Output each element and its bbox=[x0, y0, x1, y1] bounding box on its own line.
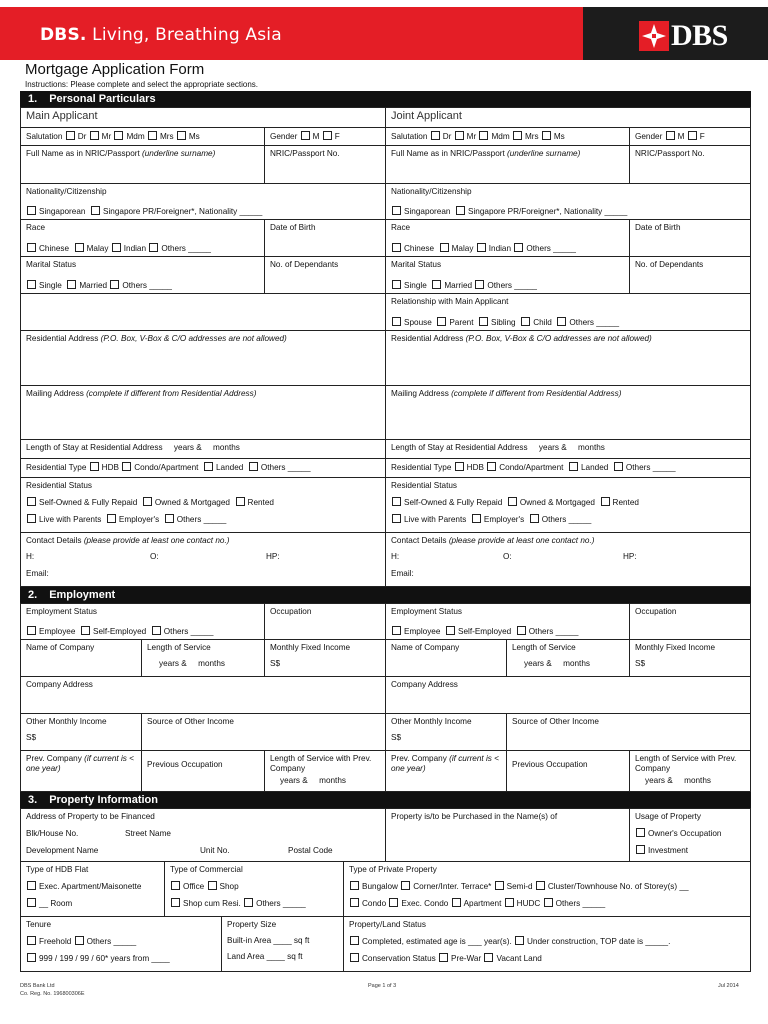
main-contact[interactable]: Contact Details (please provide at least one contact no.) H: O: HP: Email: bbox=[20, 532, 386, 587]
main-nationality-cell: Nationality/Citizenship Singaporean Singapore PR/Foreigner*, Nationality _____ bbox=[20, 183, 386, 220]
joint-dependants-field[interactable]: No. of Dependants bbox=[629, 256, 751, 294]
main-other-income-field[interactable]: Other Monthly Income S$ bbox=[20, 713, 142, 751]
joint-dob-field[interactable]: Date of Birth bbox=[629, 219, 751, 257]
checkbox[interactable] bbox=[75, 936, 84, 945]
checkbox[interactable] bbox=[636, 828, 645, 837]
checkbox[interactable] bbox=[614, 462, 623, 471]
main-nric-field[interactable]: NRIC/Passport No. bbox=[264, 145, 386, 184]
checkbox[interactable] bbox=[27, 206, 36, 215]
main-company-address-field[interactable]: Company Address bbox=[20, 676, 386, 714]
checkbox[interactable] bbox=[91, 206, 100, 215]
checkbox[interactable] bbox=[27, 514, 36, 523]
checkbox[interactable] bbox=[666, 131, 675, 140]
checkbox[interactable] bbox=[544, 898, 553, 907]
usage-cell: Usage of Property Owner's Occupation Investment bbox=[629, 808, 751, 862]
checkbox[interactable] bbox=[431, 131, 440, 140]
dbs-star-icon bbox=[639, 21, 669, 51]
checkbox[interactable] bbox=[542, 131, 551, 140]
main-company-field[interactable]: Name of Company bbox=[20, 639, 142, 677]
checkbox[interactable] bbox=[90, 462, 99, 471]
section-header-property: 3. Property Information bbox=[20, 792, 751, 808]
checkbox[interactable] bbox=[484, 953, 493, 962]
checkbox[interactable] bbox=[143, 497, 152, 506]
checkbox[interactable] bbox=[392, 317, 401, 326]
checkbox[interactable] bbox=[475, 280, 484, 289]
main-marital-cell: Marital Status Single Married Others _____ bbox=[20, 256, 265, 294]
checkbox[interactable] bbox=[27, 243, 36, 252]
main-empty-relationship bbox=[20, 293, 386, 331]
checkbox[interactable] bbox=[392, 243, 401, 252]
joint-other-income-field[interactable]: Other Monthly Income S$ bbox=[385, 713, 507, 751]
checkbox[interactable] bbox=[392, 514, 401, 523]
checkbox[interactable] bbox=[439, 953, 448, 962]
checkbox[interactable] bbox=[350, 953, 359, 962]
checkbox[interactable] bbox=[350, 936, 359, 945]
checkbox[interactable] bbox=[455, 462, 464, 471]
checkbox[interactable] bbox=[392, 206, 401, 215]
main-gender-cell: Gender M F bbox=[264, 127, 386, 146]
checkbox[interactable] bbox=[171, 881, 180, 890]
checkbox[interactable] bbox=[569, 462, 578, 471]
checkbox[interactable] bbox=[515, 936, 524, 945]
checkbox[interactable] bbox=[81, 626, 90, 635]
main-applicant-header: Main Applicant bbox=[20, 107, 386, 128]
checkbox[interactable] bbox=[392, 626, 401, 635]
checkbox[interactable] bbox=[456, 206, 465, 215]
checkbox[interactable] bbox=[110, 280, 119, 289]
checkbox[interactable] bbox=[392, 280, 401, 289]
checkbox[interactable] bbox=[112, 243, 121, 252]
checkbox[interactable] bbox=[90, 131, 99, 140]
main-fullname-field[interactable]: Full Name as in NRIC/Passport (underline surname) bbox=[20, 145, 265, 184]
joint-company-address-field[interactable]: Company Address bbox=[385, 676, 751, 714]
main-prev-length-field[interactable]: Length of Service with Prev. Company years & months bbox=[264, 750, 386, 792]
checkbox[interactable] bbox=[446, 626, 455, 635]
dbs-logo: DBS bbox=[671, 19, 728, 52]
main-dependants-field[interactable]: No. of Dependants bbox=[264, 256, 386, 294]
section-header-employment: 2. Employment bbox=[20, 587, 751, 603]
checkbox[interactable] bbox=[27, 898, 36, 907]
joint-source-income-field[interactable]: Source of Other Income bbox=[506, 713, 751, 751]
checkbox[interactable] bbox=[688, 131, 697, 140]
purchased-names-field[interactable]: Property is/to be Purchased in the Name(s) of bbox=[385, 808, 630, 862]
joint-emp-status: Employment Status Employee Self-Employed Others _____ bbox=[385, 603, 630, 640]
form-title: Mortgage Application Form bbox=[25, 61, 205, 78]
property-address-field[interactable]: Address of Property to be Financed Blk/House No. Street Name Development Name Unit No. Postal Code bbox=[20, 808, 386, 862]
checkbox[interactable] bbox=[244, 898, 253, 907]
main-salutation-cell: Salutation Dr Mr Mdm Mrs Ms bbox=[20, 127, 265, 146]
checkbox[interactable] bbox=[513, 131, 522, 140]
checkbox[interactable] bbox=[472, 514, 481, 523]
checkbox[interactable] bbox=[517, 626, 526, 635]
checkbox[interactable] bbox=[27, 936, 36, 945]
tagline-brand: DBS. bbox=[40, 25, 87, 45]
checkbox[interactable] bbox=[27, 497, 36, 506]
checkbox[interactable] bbox=[601, 497, 610, 506]
checkbox[interactable] bbox=[114, 131, 123, 140]
checkbox[interactable] bbox=[557, 317, 566, 326]
joint-salutation-cell: Salutation Dr Mr Mdm Mrs Ms bbox=[385, 127, 630, 146]
checkbox[interactable] bbox=[477, 243, 486, 252]
checkbox[interactable] bbox=[208, 881, 217, 890]
checkbox[interactable] bbox=[249, 462, 258, 471]
checkbox[interactable] bbox=[149, 243, 158, 252]
main-occupation-field[interactable]: Occupation bbox=[264, 603, 386, 640]
checkbox[interactable] bbox=[514, 243, 523, 252]
checkbox[interactable] bbox=[27, 626, 36, 635]
joint-length-stay[interactable]: Length of Stay at Residential Address years & months bbox=[385, 439, 751, 459]
main-res-status: Residential Status Self-Owned & Fully Repaid Owned & Mortgaged Rented Live with Parents Employer's Others _____ bbox=[20, 477, 386, 533]
form-instructions: Instructions: Please complete and select the appropriate sections. bbox=[25, 80, 259, 89]
checkbox[interactable] bbox=[301, 131, 310, 140]
property-status-cell: Property/Land Status Completed, estimated age is ___ year(s). Under construction, TOP date is _____. Conservation Status Pre-War Vacant Land bbox=[343, 916, 751, 972]
checkbox[interactable] bbox=[521, 317, 530, 326]
checkbox[interactable] bbox=[152, 626, 161, 635]
checkbox[interactable] bbox=[148, 131, 157, 140]
checkbox[interactable] bbox=[401, 881, 410, 890]
checkbox[interactable] bbox=[479, 131, 488, 140]
footer-date: Jul 2014 bbox=[718, 983, 739, 989]
checkbox[interactable] bbox=[27, 280, 36, 289]
checkbox[interactable] bbox=[392, 497, 401, 506]
joint-relationship-cell: Relationship with Main Applicant Spouse Parent Sibling Child Others _____ bbox=[385, 293, 751, 331]
main-prev-occupation-field[interactable]: Previous Occupation bbox=[141, 750, 265, 792]
joint-nationality-cell: Nationality/Citizenship Singaporean Singapore PR/Foreigner*, Nationality _____ bbox=[385, 183, 751, 220]
joint-race-cell: Race Chinese Malay Indian Others _____ bbox=[385, 219, 630, 257]
joint-company-field[interactable]: Name of Company bbox=[385, 639, 507, 677]
commercial-cell: Type of Commercial Office Shop Shop cum Resi. Others _____ bbox=[164, 861, 344, 917]
hdb-flat-cell: Type of HDB Flat Exec. Apartment/Maisonette __ Room bbox=[20, 861, 165, 917]
checkbox[interactable] bbox=[432, 280, 441, 289]
checkbox[interactable] bbox=[536, 881, 545, 890]
footer-page: Page 1 of 3 bbox=[368, 983, 397, 989]
checkbox[interactable] bbox=[122, 462, 131, 471]
private-property-cell: Type of Private Property Bungalow Corner/Inter. Terrace* Semi-d Cluster/Townhouse No. of Storey(s) __ Condo Exec. Condo Apartment HUDC Others _____ bbox=[343, 861, 751, 917]
checkbox[interactable] bbox=[27, 881, 36, 890]
checkbox[interactable] bbox=[437, 317, 446, 326]
main-length-service-field[interactable]: Length of Service years & months bbox=[141, 639, 265, 677]
main-res-type: Residential Type HDB Condo/Apartment Landed Others _____ bbox=[20, 458, 386, 478]
property-size-cell[interactable]: Property Size Built-in Area ____ sq ft Land Area ____ sq ft bbox=[221, 916, 344, 972]
joint-prev-company-field[interactable]: Prev. Company (if current is < one year) bbox=[385, 750, 507, 792]
joint-contact[interactable]: Contact Details (please provide at least one contact no.) H: O: HP: Email: bbox=[385, 532, 751, 587]
section-header-personal: 1. Personal Particulars bbox=[20, 91, 751, 107]
checkbox[interactable] bbox=[495, 881, 504, 890]
checkbox[interactable] bbox=[530, 514, 539, 523]
checkbox[interactable] bbox=[165, 514, 174, 523]
joint-res-type: Residential Type HDB Condo/Apartment Landed Others _____ bbox=[385, 458, 751, 478]
joint-gender-cell: Gender M F bbox=[629, 127, 751, 146]
checkbox[interactable] bbox=[204, 462, 213, 471]
header-banner bbox=[0, 7, 768, 60]
checkbox[interactable] bbox=[66, 131, 75, 140]
joint-marital-cell: Marital Status Single Married Others _____ bbox=[385, 256, 630, 294]
joint-prev-occupation-field[interactable]: Previous Occupation bbox=[506, 750, 630, 792]
checkbox[interactable] bbox=[455, 131, 464, 140]
checkbox[interactable] bbox=[67, 280, 76, 289]
footer-company: DBS Bank Ltd bbox=[20, 983, 55, 989]
joint-monthly-income-field[interactable]: Monthly Fixed Income S$ bbox=[629, 639, 751, 677]
checkbox[interactable] bbox=[75, 243, 84, 252]
checkbox[interactable] bbox=[452, 898, 461, 907]
checkbox[interactable] bbox=[440, 243, 449, 252]
main-emp-status: Employment Status Employee Self-Employed Others _____ bbox=[20, 603, 265, 640]
main-dob-field[interactable]: Date of Birth bbox=[264, 219, 386, 257]
checkbox[interactable] bbox=[508, 497, 517, 506]
main-prev-company-field[interactable]: Prev. Company (if current is < one year) bbox=[20, 750, 142, 792]
checkbox[interactable] bbox=[389, 898, 398, 907]
joint-occupation-field[interactable]: Occupation bbox=[629, 603, 751, 640]
checkbox[interactable] bbox=[505, 898, 514, 907]
tagline bbox=[40, 25, 282, 45]
checkbox[interactable] bbox=[350, 898, 359, 907]
main-race-cell: Race Chinese Malay Indian Others _____ bbox=[20, 219, 265, 257]
checkbox[interactable] bbox=[487, 462, 496, 471]
joint-res-status: Residential Status Self-Owned & Fully Repaid Owned & Mortgaged Rented Live with Parents Employer's Others _____ bbox=[385, 477, 751, 533]
checkbox[interactable] bbox=[107, 514, 116, 523]
joint-fullname-field[interactable]: Full Name as in NRIC/Passport (underline surname) bbox=[385, 145, 630, 184]
footer-reg: Co. Reg. No. 196800306E bbox=[20, 991, 85, 997]
main-length-stay[interactable]: Length of Stay at Residential Address years & months bbox=[20, 439, 386, 459]
main-mail-address-field[interactable]: Mailing Address (complete if different from Residential Address) bbox=[20, 385, 386, 440]
main-monthly-income-field[interactable]: Monthly Fixed Income S$ bbox=[264, 639, 386, 677]
tenure-cell: Tenure Freehold Others _____ 999 / 199 / 99 / 60* years from ____ bbox=[20, 916, 222, 972]
tagline-text: Living, Breathing Asia bbox=[86, 25, 282, 45]
checkbox[interactable] bbox=[27, 953, 36, 962]
checkbox[interactable] bbox=[236, 497, 245, 506]
joint-nric-field[interactable]: NRIC/Passport No. bbox=[629, 145, 751, 184]
joint-res-address-field[interactable]: Residential Address (P.O. Box, V-Box & C/O addresses are not allowed) bbox=[385, 330, 751, 386]
checkbox[interactable] bbox=[636, 845, 645, 854]
joint-length-service-field[interactable]: Length of Service years & months bbox=[506, 639, 630, 677]
checkbox[interactable] bbox=[171, 898, 180, 907]
main-res-address-field[interactable]: Residential Address (P.O. Box, V-Box & C/O addresses are not allowed) bbox=[20, 330, 386, 386]
checkbox[interactable] bbox=[350, 881, 359, 890]
joint-mail-address-field[interactable]: Mailing Address (complete if different from Residential Address) bbox=[385, 385, 751, 440]
checkbox[interactable] bbox=[479, 317, 488, 326]
joint-applicant-header: Joint Applicant bbox=[385, 107, 751, 128]
checkbox[interactable] bbox=[177, 131, 186, 140]
joint-prev-length-field[interactable]: Length of Service with Prev. Company years & months bbox=[629, 750, 751, 792]
checkbox[interactable] bbox=[323, 131, 332, 140]
main-source-income-field[interactable]: Source of Other Income bbox=[141, 713, 386, 751]
